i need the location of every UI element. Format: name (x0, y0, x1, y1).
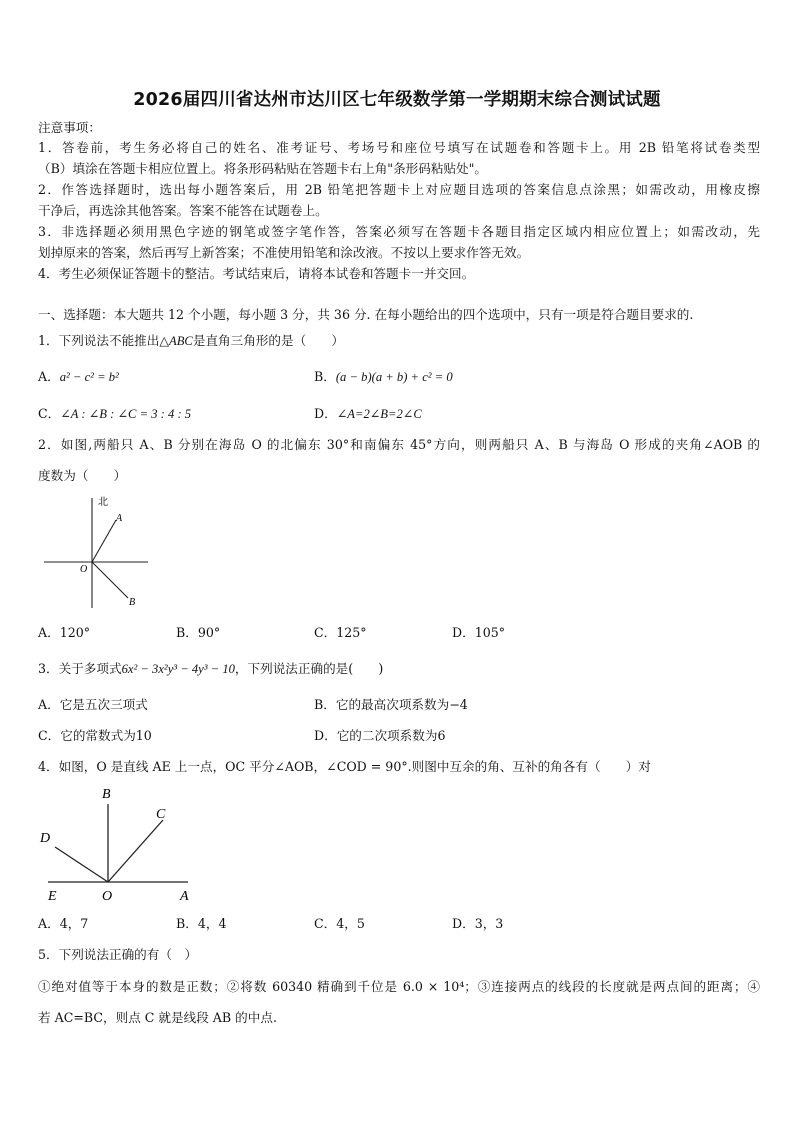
notice-line: 3．非选择题必须用黑色字迹的钢笔或签字笔作答，答案必须写在答题卡各题目指定区域内相应位置上；如需改动，先 (38, 224, 760, 239)
option-math: ∠A=2∠B=2∠C (336, 407, 422, 421)
q4-angle-figure (38, 782, 208, 906)
notice-line: 干净后，再选涂其他答案。答案不能答在试题卷上。 (38, 203, 328, 218)
q1-option-a[interactable] (38, 369, 119, 385)
q3-option-a[interactable]: A．它是五次三项式 (38, 697, 148, 712)
ray-ob (92, 562, 128, 598)
q3-option-c[interactable]: C．它的常数式为10 (38, 728, 152, 743)
q4-option-b[interactable]: B．4，4 (176, 916, 227, 931)
option-letter: D． (314, 406, 337, 421)
option-math: ∠A : ∠B : ∠C = 3 : 4 : 5 (60, 407, 192, 421)
q3-stem-text: 3．关于多项式 (38, 661, 122, 676)
question-3-stem (38, 661, 760, 677)
q1-stem-text: 是直角三角形的是（ ） (192, 333, 344, 348)
q2-option-c[interactable]: C．125° (314, 625, 367, 640)
notice-line: 2．作答选择题时，选出每小题答案后，用 2B 铅笔把答题卡上对应题目选项的答案信息点涂黑；如需改动，用橡皮擦 (38, 182, 760, 197)
ray-od (55, 847, 108, 882)
q3-option-b[interactable]: B．它的最高次项系数为−4 (314, 697, 468, 712)
q3-option-d[interactable]: D．它的二次项系数为6 (314, 728, 446, 743)
q2-option-d[interactable]: D．105° (452, 625, 506, 640)
option-letter: C． (38, 406, 61, 421)
question-5-statements-cont: 若 AC=BC，则点 C 就是线段 AB 的中点. (38, 1010, 277, 1025)
notice-line: （B）填涂在答题卡相应位置上。将条形码粘贴在答题卡右上角"条形码粘贴处"。 (38, 161, 488, 176)
question-4-stem: 4．如图，O 是直线 AE 上一点，OC 平分∠AOB，∠COD = 90°.则图中互余的角、互补的角各有（ ）对 (38, 759, 651, 774)
q1-option-d[interactable] (314, 406, 422, 422)
question-1-stem (38, 333, 760, 349)
point-c-label: C (156, 807, 166, 822)
point-a-label: A (180, 889, 189, 904)
point-b-label: B (102, 787, 111, 802)
north-label: 北 (98, 497, 108, 508)
notice-line: 1．答卷前，考生务必将自己的姓名、准考证号、考场号和座位号填写在试题卷和答题卡上。用 2B 铅笔将试卷类型 (38, 140, 760, 155)
point-a-label: A (116, 513, 123, 524)
q1-stem-text: 1．下列说法不能推出 (38, 333, 160, 348)
ray-oa (92, 520, 116, 562)
q2-compass-figure (38, 490, 158, 612)
point-b-label: B (129, 597, 136, 608)
option-math: a² − c² = b² (59, 370, 119, 384)
option-math: (a − b)(a + b) + c² = 0 (335, 370, 453, 384)
q3-polynomial: 6x² − 3x²y³ − 4y³ − 10 (121, 662, 235, 676)
q2-option-a[interactable]: A．120° (38, 625, 91, 640)
q1-option-c[interactable] (38, 406, 191, 422)
q2-option-b[interactable]: B．90° (176, 625, 221, 640)
section-heading: 一、选择题：本大题共 12 个小题，每小题 3 分，共 36 分. 在每小题给出的四个选项中，只有一项是符合题目要求的. (38, 307, 694, 322)
q4-option-c[interactable]: C．4，5 (314, 916, 365, 931)
point-o-label: O (102, 889, 113, 904)
point-o-label: O (80, 564, 88, 575)
ray-oc (108, 820, 163, 882)
page-title: 2026届四川省达州市达川区七年级数学第一学期期末综合测试试题 (133, 90, 661, 110)
q3-stem-text: ，下列说法正确的是( ) (234, 661, 384, 676)
point-e-label: E (48, 889, 57, 904)
q4-option-d[interactable]: D．3，3 (452, 916, 504, 931)
q1-option-b[interactable] (314, 369, 453, 385)
point-d-label: D (40, 831, 51, 846)
q4-option-a[interactable]: A．4，7 (38, 916, 89, 931)
notice-line: 4．考生必须保证答题卡的整洁。考试结束后，请将本试卷和答题卡一并交回。 (38, 266, 475, 281)
question-2-stem-cont: 度数为（ ） (38, 468, 127, 483)
notice-heading: 注意事项： (38, 120, 101, 135)
question-2-stem: 2．如图,两船只 A、B 分别在海岛 O 的北偏东 30°和南偏东 45°方向，则两船只 A、B 与海岛 O 形成的夹角∠AOB 的 (38, 437, 760, 452)
question-5-statements: ①绝对值等于本身的数是正数；②将数 60340 精确到千位是 6.0 × 10⁴；③连接两点的线段的长度就是两点间的距离；④ (38, 979, 760, 994)
question-5-stem: 5．下列说法正确的有（ ） (38, 947, 198, 962)
option-letter: B． (314, 369, 336, 384)
q1-triangle: △ABC (159, 334, 193, 348)
option-letter: A． (38, 369, 60, 384)
notice-line: 划掉原来的答案，然后再写上新答案；不准使用铅笔和涂改液。不按以上要求作答无效。 (38, 245, 530, 260)
